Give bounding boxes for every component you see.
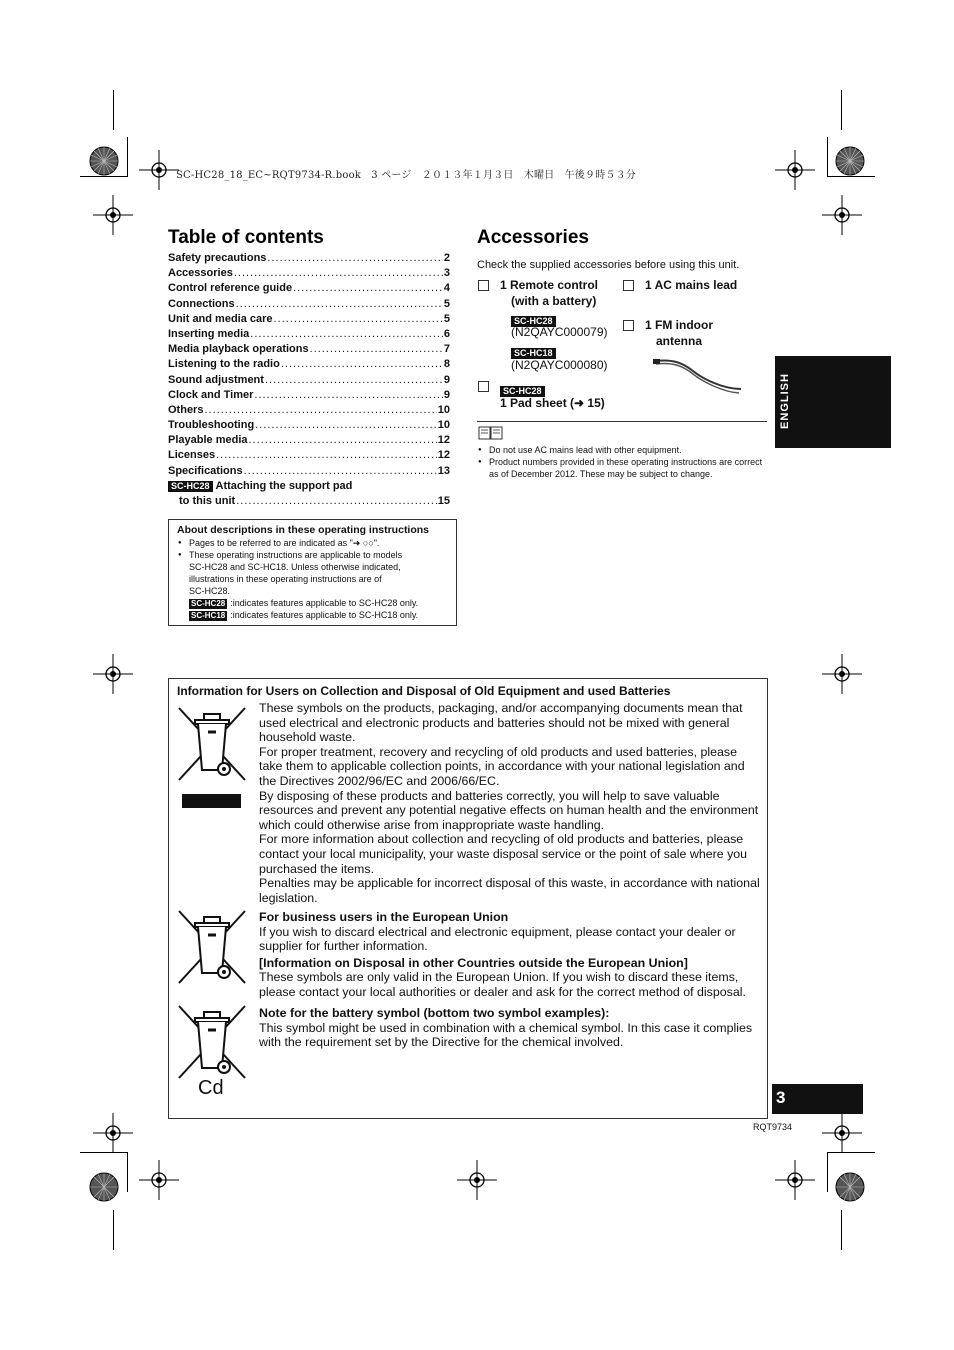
model-badge: SC-HC28	[191, 599, 226, 608]
toc-item[interactable]	[168, 343, 450, 358]
toc-item-label: Connections	[168, 297, 235, 310]
ac-lead-checkbox[interactable]	[623, 280, 634, 291]
about-bullet	[177, 549, 448, 597]
toc-leader	[274, 313, 443, 325]
toc-item-label: Media playback operations	[168, 343, 309, 356]
toc-item-page: 5	[443, 297, 450, 310]
antenna-cable-icon	[653, 355, 745, 402]
toc-leader	[236, 298, 443, 310]
registration-mark-icon	[822, 1113, 862, 1153]
about-text-line: ● These operating instructions are applicable to models	[189, 550, 403, 560]
toc-item[interactable]	[168, 389, 450, 404]
toc-item[interactable]	[168, 465, 450, 480]
crop-mark	[127, 137, 128, 177]
crop-mark	[841, 1210, 842, 1250]
toc-item-continued[interactable]	[168, 495, 450, 510]
toc-item[interactable]	[168, 358, 450, 373]
toc-leader	[236, 495, 437, 507]
model-badge: SC-HC18	[191, 611, 226, 620]
color-dial-icon	[89, 1172, 119, 1202]
registration-mark-icon	[457, 1160, 497, 1200]
disposal-paragraph: By disposing of these products and batteries correctly, you will help to save valuable resources and prevent any potential negative effects on human health and the environment which could otherwise arise from inappropriate waste handling.	[259, 788, 759, 832]
toc-item-label: Listening to the radio	[168, 358, 280, 371]
toc-item-label: Attaching the support pad	[215, 479, 353, 492]
model-badge: SC-HC18	[511, 348, 556, 359]
toc-item-page: 12	[437, 434, 450, 447]
toc-item-label: Specifications	[168, 464, 243, 477]
registration-mark-icon	[93, 1113, 133, 1153]
toc-item[interactable]	[168, 419, 450, 434]
toc-leader	[310, 343, 443, 355]
crossed-bin-icon	[177, 1004, 247, 1080]
crossed-bin-icon	[177, 706, 247, 782]
doc-code: RQT9734	[753, 1122, 793, 1132]
note-book-icon	[478, 426, 504, 445]
page-number: 3	[776, 1088, 786, 1107]
registration-mark-icon	[93, 195, 133, 235]
toc-item-label: Sound adjustment	[168, 373, 264, 386]
toc-item-label: Safety precautions	[168, 252, 267, 264]
disposal-title: Information for Users on Collection and Disposal of Old Equipment and used Batteries	[177, 684, 671, 698]
language-tab-label: ENGLISH	[778, 373, 791, 429]
battery-section	[259, 1006, 761, 1050]
registration-mark-icon	[139, 150, 179, 190]
crop-mark	[827, 1152, 875, 1153]
toc-item-label: Others	[168, 403, 204, 416]
remote-label: 1 Remote control	[500, 278, 599, 292]
toc-title: Table of contents	[168, 227, 324, 248]
toc-item-page: 15	[437, 495, 450, 507]
remote-label-sub: (with a battery)	[511, 294, 597, 308]
crop-mark	[80, 1152, 128, 1153]
crop-mark	[113, 1210, 114, 1250]
battery-title: Note for the battery symbol (bottom two symbol examples):	[259, 1006, 610, 1020]
toc-item[interactable]	[168, 480, 450, 495]
about-bullet: ● Pages to be referred to are indicated as "➜ ○○".	[177, 537, 448, 549]
note-item: ● Do not use AC mains lead with other equipment.	[477, 444, 769, 456]
about-descriptions-box	[168, 519, 457, 626]
toc-leader	[265, 374, 443, 386]
crop-mark	[827, 176, 875, 177]
toc-item[interactable]	[168, 434, 450, 449]
outside-eu-title: [Information on Disposal in other Countries outside the European Union]	[259, 955, 688, 970]
registration-mark-icon	[775, 1160, 815, 1200]
outside-eu-text: These symbols are only valid in the European Union. If you wish to discard these items, please contact your local authorities or dealer and ask for the correct method of disposal.	[259, 970, 746, 999]
remote-code: (N2QAYC000079)	[511, 325, 608, 339]
about-title: About descriptions in these operating instructions	[177, 524, 430, 536]
toc-leader	[244, 465, 437, 477]
crop-mark	[113, 90, 114, 130]
toc-list	[168, 252, 450, 510]
color-dial-icon	[835, 1172, 865, 1202]
disposal-paragraph: These symbols on the products, packaging, and/or accompanying documents mean that used electrical and electronic products and batteries should not be mixed with general household waste.	[259, 701, 743, 745]
toc-item-label: Troubleshooting	[168, 419, 255, 432]
about-text-line: illustrations in these operating instructions are of	[189, 574, 382, 584]
pad-sheet-label: 1 Pad sheet (➜ 15)	[500, 396, 605, 410]
crop-mark	[841, 90, 842, 130]
toc-leader	[281, 358, 443, 370]
legend-text: :indicates features applicable to SC-HC18 only.	[230, 610, 419, 620]
toc-item[interactable]	[168, 313, 450, 328]
toc-leader	[267, 252, 442, 264]
legend-row	[177, 609, 448, 621]
toc-leader	[255, 419, 437, 431]
toc-item-page: 6	[443, 327, 450, 340]
registration-mark-icon	[93, 654, 133, 694]
about-text-line: SC-HC28.	[189, 586, 231, 596]
remote-code: (N2QAYC000080)	[511, 358, 608, 372]
toc-item-page: 5	[443, 312, 450, 325]
accessories-intro: Check the supplied accessories before using this unit.	[477, 259, 740, 271]
toc-item[interactable]	[168, 328, 450, 343]
toc-item-label: to this unit	[179, 495, 236, 507]
model-badge: SC-HC28	[511, 316, 556, 327]
toc-item-label: Unit and media care	[168, 312, 273, 325]
disposal-paragraph: For more information about collection and recycling of old products and batteries, please contact your local municipality, your waste disposal service or the point of sale where you purchased the items.	[259, 832, 748, 876]
toc-item[interactable]	[168, 267, 450, 282]
divider	[477, 421, 767, 422]
toc-leader	[293, 282, 443, 294]
toc-leader	[234, 267, 443, 279]
toc-item-label: Clock and Timer	[168, 388, 254, 401]
toc-leader	[216, 449, 437, 461]
toc-item-page: 9	[443, 373, 450, 386]
toc-item-page: 12	[437, 449, 450, 462]
crop-mark	[827, 1152, 828, 1192]
registration-mark-icon	[139, 1160, 179, 1200]
toc-item-page: 3	[443, 267, 450, 280]
legend-text: :indicates features applicable to SC-HC28 only.	[230, 598, 419, 608]
crop-mark	[80, 176, 128, 177]
business-section	[259, 910, 761, 1000]
fm-antenna-label: 1 FM indoor	[645, 318, 713, 332]
fm-antenna-checkbox[interactable]	[623, 320, 634, 331]
crop-mark	[127, 1152, 128, 1192]
toc-leader	[204, 404, 436, 416]
toc-item-page: 2	[443, 252, 450, 264]
registration-mark-icon	[822, 654, 862, 694]
fm-antenna-label-sub: antenna	[656, 334, 703, 348]
toc-item[interactable]	[168, 282, 450, 297]
disposal-paragraph: For proper treatment, recovery and recycling of old products and used batteries, please take them to applicable collection points, in accordance with your national legislation and the Directives 2002/96/EC and 2006/66/EC.	[259, 744, 745, 788]
crossed-bin-icon	[177, 909, 247, 985]
toc-leader	[250, 328, 443, 340]
legend-row	[177, 597, 448, 609]
toc-item-page: 13	[437, 464, 450, 477]
disposal-body	[259, 701, 761, 905]
language-tab	[775, 356, 891, 448]
disposal-paragraph: Penalties may be applicable for incorrect disposal of this waste, in accordance with national legislation.	[259, 876, 760, 905]
toc-item[interactable]	[168, 449, 450, 464]
registration-mark-icon	[822, 195, 862, 235]
remote-checkbox[interactable]	[478, 280, 489, 291]
about-text-line: SC-HC28 and SC-HC18. Unless otherwise indicated,	[189, 562, 401, 572]
model-badge: SC-HC28	[500, 386, 545, 397]
toc-item-page: 10	[437, 403, 450, 416]
registration-mark-icon	[775, 150, 815, 190]
toc-item[interactable]	[168, 374, 450, 389]
notes-list	[477, 444, 769, 480]
page-number-box	[772, 1084, 863, 1114]
toc-item-label: Playable media	[168, 434, 248, 447]
toc-item-page: 9	[443, 388, 450, 401]
business-text: If you wish to discard electrical and electronic equipment, please contact your dealer or supplier for further information.	[259, 924, 736, 954]
accessories-title: Accessories	[477, 227, 589, 248]
toc-item[interactable]	[168, 252, 450, 267]
toc-item-page: 8	[443, 358, 450, 371]
color-dial-icon	[835, 146, 865, 176]
toc-leader	[254, 389, 442, 401]
toc-item[interactable]	[168, 298, 450, 313]
crop-mark	[827, 137, 828, 177]
business-title: For business users in the European Union	[259, 910, 509, 924]
battery-text: This symbol might be used in combination with a chemical symbol. In this case it complies with the requirement set by the Directive for the chemical involved.	[259, 1020, 753, 1050]
toc-item-page: 4	[443, 282, 450, 295]
note-item: ● Product numbers provided in these operating instructions are correct as of December 2012. These may be subject to change.	[477, 456, 769, 480]
toc-item-label: Inserting media	[168, 327, 250, 340]
pad-sheet-checkbox[interactable]	[478, 381, 489, 392]
collection-bar	[182, 794, 241, 808]
toc-item[interactable]	[168, 404, 450, 419]
chemical-symbol: Cd	[198, 1077, 224, 1099]
toc-item-label: Accessories	[168, 267, 233, 280]
file-header-line: SC-HC28_18_EC~RQT9734-R.book 3 ページ ２０１３年１月３日 木曜日 午後９時５３分	[176, 170, 637, 181]
toc-leader	[249, 434, 437, 446]
toc-item-page: 7	[443, 343, 450, 356]
toc-item-label: Licenses	[168, 449, 216, 462]
ac-lead-label: 1 AC mains lead	[645, 278, 738, 292]
model-badge: SC-HC28	[168, 481, 213, 492]
toc-item-page: 10	[437, 419, 450, 432]
color-dial-icon	[89, 146, 119, 176]
toc-item-label: Control reference guide	[168, 282, 293, 295]
